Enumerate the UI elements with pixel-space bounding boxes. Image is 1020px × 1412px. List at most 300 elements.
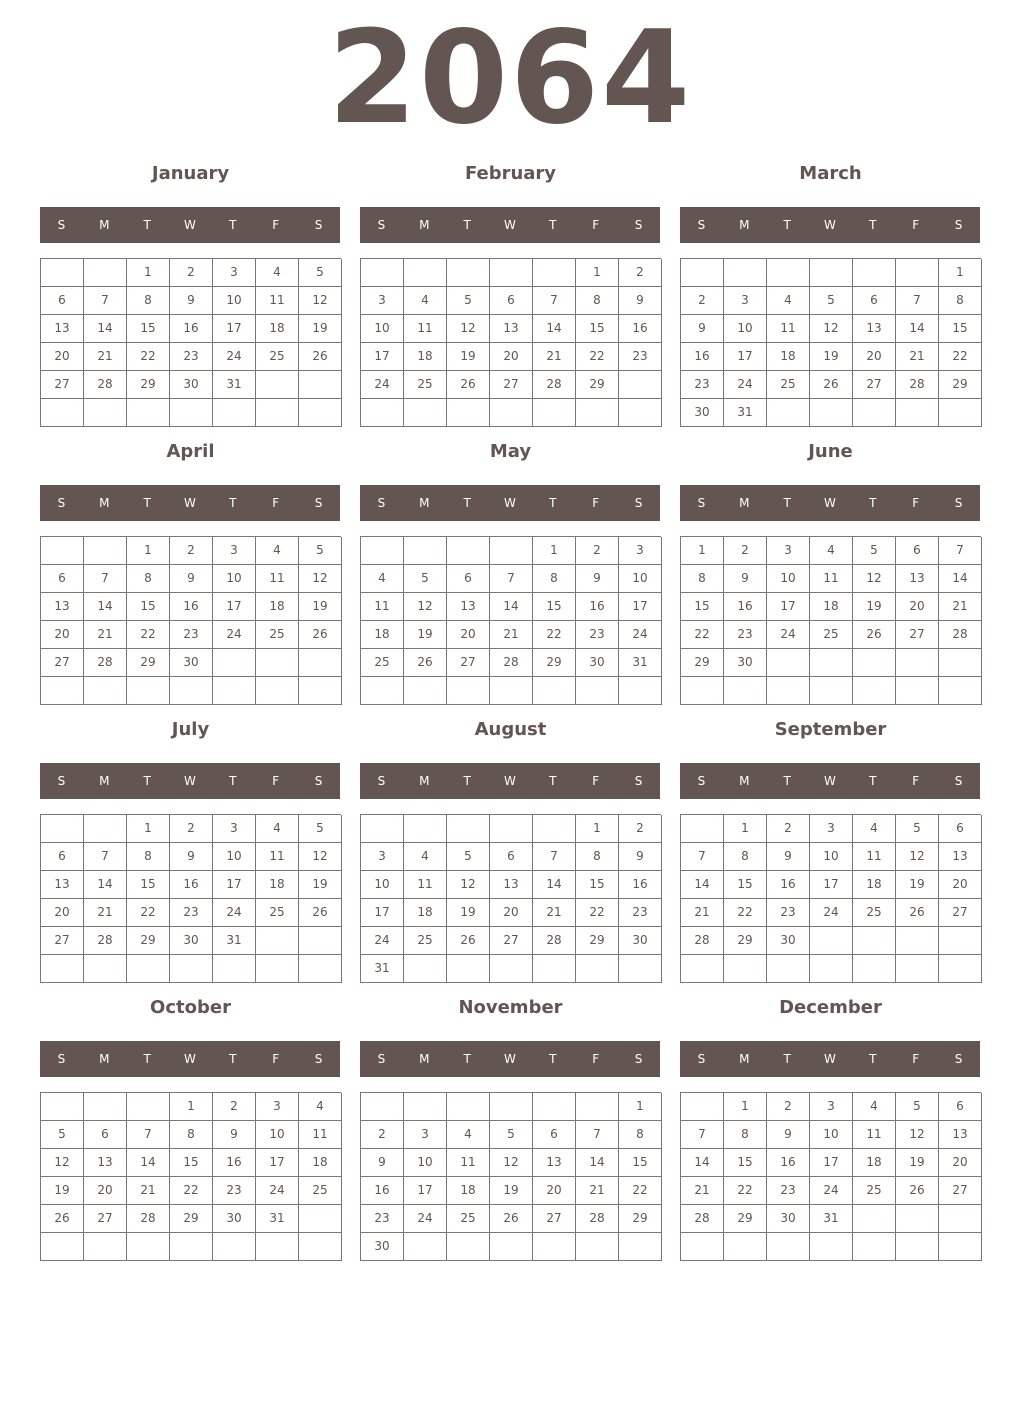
empty-day-cell <box>533 815 576 843</box>
empty-day-cell <box>127 399 170 427</box>
weekday-label: S <box>314 1052 323 1066</box>
day-cell: 31 <box>619 649 662 677</box>
day-cell: 24 <box>361 927 404 955</box>
empty-day-cell <box>404 1233 447 1261</box>
weekday-label: S <box>634 774 643 788</box>
day-cell: 30 <box>213 1205 256 1233</box>
empty-day-cell <box>576 1093 619 1121</box>
day-cell: 2 <box>213 1093 256 1121</box>
weekday-label: T <box>143 218 151 232</box>
weekday-label: M <box>739 1052 750 1066</box>
day-cell: 1 <box>939 259 982 287</box>
day-cell: 22 <box>127 621 170 649</box>
weekday-label: S <box>634 1052 643 1066</box>
empty-day-cell <box>681 815 724 843</box>
empty-day-cell <box>939 677 982 705</box>
weekday-header <box>40 207 340 243</box>
day-cell: 3 <box>810 815 853 843</box>
day-grid <box>680 536 981 705</box>
empty-day-cell <box>576 1233 619 1261</box>
day-cell: 3 <box>256 1093 299 1121</box>
day-cell: 7 <box>681 1121 724 1149</box>
weekday-label: S <box>314 496 323 510</box>
day-cell: 5 <box>41 1121 84 1149</box>
month-name: August <box>474 719 547 740</box>
day-cell: 16 <box>767 1149 810 1177</box>
day-cell: 7 <box>533 843 576 871</box>
day-cell: 27 <box>533 1205 576 1233</box>
weekday-label: W <box>184 218 196 232</box>
day-cell: 19 <box>810 343 853 371</box>
day-cell: 22 <box>576 343 619 371</box>
day-cell: 20 <box>41 621 84 649</box>
day-cell: 11 <box>256 565 299 593</box>
day-cell: 8 <box>533 565 576 593</box>
day-cell: 8 <box>170 1121 213 1149</box>
day-cell: 4 <box>810 537 853 565</box>
day-cell: 3 <box>810 1093 853 1121</box>
day-cell: 12 <box>299 287 342 315</box>
weekday-label: F <box>272 774 280 788</box>
day-cell: 8 <box>576 843 619 871</box>
empty-day-cell <box>84 1233 127 1261</box>
empty-day-cell <box>810 927 853 955</box>
day-cell: 13 <box>939 1121 982 1149</box>
weekday-label: T <box>549 496 557 510</box>
empty-day-cell <box>41 1233 84 1261</box>
day-cell: 26 <box>896 1177 939 1205</box>
day-cell: 17 <box>810 1149 853 1177</box>
day-cell: 15 <box>533 593 576 621</box>
day-cell: 23 <box>619 899 662 927</box>
day-cell: 18 <box>810 593 853 621</box>
day-cell: 30 <box>576 649 619 677</box>
day-cell: 3 <box>361 287 404 315</box>
empty-day-cell <box>299 1205 342 1233</box>
day-cell: 6 <box>447 565 490 593</box>
day-cell: 31 <box>724 399 767 427</box>
day-cell: 21 <box>84 343 127 371</box>
day-cell: 15 <box>576 315 619 343</box>
day-cell: 18 <box>299 1149 342 1177</box>
empty-day-cell <box>170 677 213 705</box>
empty-day-cell <box>127 1233 170 1261</box>
day-cell: 16 <box>361 1177 404 1205</box>
weekday-label: W <box>824 1052 836 1066</box>
day-cell: 27 <box>41 371 84 399</box>
day-cell: 5 <box>299 537 342 565</box>
day-cell: 10 <box>767 565 810 593</box>
day-cell: 3 <box>361 843 404 871</box>
day-cell: 31 <box>810 1205 853 1233</box>
day-cell: 19 <box>896 871 939 899</box>
day-grid <box>360 536 661 705</box>
day-cell: 18 <box>447 1177 490 1205</box>
weekday-header <box>40 1041 340 1077</box>
empty-day-cell <box>256 1233 299 1261</box>
weekday-label: S <box>954 218 963 232</box>
empty-day-cell <box>767 649 810 677</box>
day-cell: 5 <box>299 259 342 287</box>
empty-day-cell <box>490 955 533 983</box>
empty-day-cell <box>127 1093 170 1121</box>
day-cell: 26 <box>299 621 342 649</box>
day-cell: 9 <box>170 843 213 871</box>
day-cell: 10 <box>619 565 662 593</box>
weekday-label: S <box>697 1052 706 1066</box>
weekday-label: M <box>99 218 110 232</box>
weekday-label: W <box>184 1052 196 1066</box>
day-cell: 5 <box>299 815 342 843</box>
empty-day-cell <box>533 399 576 427</box>
day-cell: 15 <box>170 1149 213 1177</box>
empty-day-cell <box>361 1093 404 1121</box>
day-cell: 9 <box>361 1149 404 1177</box>
day-cell: 18 <box>256 871 299 899</box>
day-cell: 29 <box>681 649 724 677</box>
empty-day-cell <box>767 399 810 427</box>
day-cell: 11 <box>853 1121 896 1149</box>
empty-day-cell <box>299 399 342 427</box>
day-cell: 12 <box>896 843 939 871</box>
day-cell: 13 <box>490 871 533 899</box>
empty-day-cell <box>361 677 404 705</box>
day-cell: 31 <box>361 955 404 983</box>
empty-day-cell <box>256 677 299 705</box>
day-cell: 22 <box>127 343 170 371</box>
empty-day-cell <box>170 955 213 983</box>
day-cell: 11 <box>256 287 299 315</box>
day-cell: 11 <box>299 1121 342 1149</box>
day-cell: 26 <box>896 899 939 927</box>
month-name: December <box>779 997 882 1018</box>
day-cell: 21 <box>127 1177 170 1205</box>
day-cell: 31 <box>213 927 256 955</box>
day-cell: 27 <box>939 899 982 927</box>
day-cell: 22 <box>127 899 170 927</box>
day-cell: 14 <box>490 593 533 621</box>
weekday-label: F <box>912 496 920 510</box>
day-cell: 8 <box>619 1121 662 1149</box>
day-cell: 6 <box>853 287 896 315</box>
day-cell: 25 <box>256 621 299 649</box>
weekday-header <box>40 763 340 799</box>
day-cell: 6 <box>533 1121 576 1149</box>
weekday-label: W <box>504 496 516 510</box>
day-cell: 7 <box>681 843 724 871</box>
day-cell: 3 <box>404 1121 447 1149</box>
day-cell: 4 <box>256 537 299 565</box>
day-cell: 10 <box>724 315 767 343</box>
day-cell: 11 <box>767 315 810 343</box>
empty-day-cell <box>41 259 84 287</box>
day-cell: 28 <box>490 649 533 677</box>
day-cell: 24 <box>361 371 404 399</box>
empty-day-cell <box>896 1233 939 1261</box>
day-cell: 20 <box>939 871 982 899</box>
day-cell: 13 <box>84 1149 127 1177</box>
weekday-label: W <box>184 774 196 788</box>
empty-day-cell <box>619 1233 662 1261</box>
day-cell: 30 <box>170 371 213 399</box>
empty-day-cell <box>767 955 810 983</box>
day-cell: 18 <box>404 343 447 371</box>
day-cell: 22 <box>170 1177 213 1205</box>
day-cell: 25 <box>810 621 853 649</box>
day-cell: 29 <box>939 371 982 399</box>
weekday-label: S <box>697 774 706 788</box>
empty-day-cell <box>404 399 447 427</box>
empty-day-cell <box>533 955 576 983</box>
empty-day-cell <box>619 955 662 983</box>
day-cell: 4 <box>853 815 896 843</box>
day-cell: 14 <box>896 315 939 343</box>
day-cell: 19 <box>41 1177 84 1205</box>
day-cell: 16 <box>170 315 213 343</box>
day-cell: 8 <box>724 1121 767 1149</box>
day-cell: 2 <box>724 537 767 565</box>
empty-day-cell <box>447 537 490 565</box>
day-cell: 13 <box>896 565 939 593</box>
day-cell: 3 <box>767 537 810 565</box>
day-grid <box>680 814 981 983</box>
day-cell: 9 <box>619 843 662 871</box>
empty-day-cell <box>213 649 256 677</box>
day-cell: 27 <box>490 927 533 955</box>
day-cell: 25 <box>256 343 299 371</box>
day-cell: 19 <box>447 899 490 927</box>
weekday-label: T <box>463 1052 471 1066</box>
day-cell: 17 <box>361 343 404 371</box>
day-cell: 27 <box>490 371 533 399</box>
empty-day-cell <box>767 259 810 287</box>
day-cell: 9 <box>170 287 213 315</box>
day-cell: 16 <box>170 871 213 899</box>
empty-day-cell <box>681 1233 724 1261</box>
day-cell: 13 <box>447 593 490 621</box>
weekday-header <box>360 1041 660 1077</box>
day-cell: 27 <box>41 927 84 955</box>
day-cell: 10 <box>361 871 404 899</box>
month-name: February <box>464 163 557 184</box>
empty-day-cell <box>84 815 127 843</box>
month-name: March <box>799 163 862 184</box>
empty-day-cell <box>939 399 982 427</box>
day-cell: 24 <box>810 899 853 927</box>
day-cell: 21 <box>681 1177 724 1205</box>
weekday-label: F <box>272 218 280 232</box>
weekday-label: S <box>954 496 963 510</box>
day-cell: 23 <box>361 1205 404 1233</box>
day-cell: 19 <box>853 593 896 621</box>
empty-day-cell <box>404 1093 447 1121</box>
empty-day-cell <box>533 259 576 287</box>
day-cell: 7 <box>84 843 127 871</box>
empty-day-cell <box>404 259 447 287</box>
weekday-header <box>680 763 980 799</box>
day-cell: 4 <box>361 565 404 593</box>
weekday-label: T <box>143 496 151 510</box>
empty-day-cell <box>213 1233 256 1261</box>
empty-day-cell <box>681 259 724 287</box>
day-cell: 6 <box>84 1121 127 1149</box>
empty-day-cell <box>256 371 299 399</box>
weekday-label: M <box>419 218 430 232</box>
weekday-label: W <box>504 1052 516 1066</box>
empty-day-cell <box>299 677 342 705</box>
empty-day-cell <box>939 955 982 983</box>
day-cell: 9 <box>576 565 619 593</box>
day-cell: 2 <box>767 815 810 843</box>
weekday-header <box>680 485 980 521</box>
day-cell: 13 <box>41 315 84 343</box>
day-cell: 15 <box>127 315 170 343</box>
day-cell: 26 <box>299 899 342 927</box>
day-cell: 2 <box>681 287 724 315</box>
weekday-label: T <box>869 496 877 510</box>
day-cell: 23 <box>619 343 662 371</box>
weekday-label: T <box>229 496 237 510</box>
day-cell: 3 <box>213 815 256 843</box>
day-cell: 21 <box>896 343 939 371</box>
day-cell: 6 <box>490 843 533 871</box>
day-cell: 12 <box>490 1149 533 1177</box>
weekday-label: T <box>783 218 791 232</box>
day-cell: 3 <box>724 287 767 315</box>
day-cell: 24 <box>213 343 256 371</box>
day-cell: 18 <box>853 871 896 899</box>
day-cell: 12 <box>896 1121 939 1149</box>
day-cell: 22 <box>533 621 576 649</box>
weekday-label: W <box>504 774 516 788</box>
day-cell: 16 <box>724 593 767 621</box>
day-cell: 21 <box>490 621 533 649</box>
empty-day-cell <box>896 1205 939 1233</box>
day-cell: 15 <box>724 1149 767 1177</box>
day-cell: 18 <box>767 343 810 371</box>
empty-day-cell <box>896 649 939 677</box>
weekday-label: M <box>419 496 430 510</box>
day-cell: 2 <box>619 259 662 287</box>
day-cell: 4 <box>767 287 810 315</box>
weekday-label: F <box>272 1052 280 1066</box>
day-cell: 28 <box>84 927 127 955</box>
empty-day-cell <box>361 537 404 565</box>
day-cell: 1 <box>127 537 170 565</box>
day-cell: 14 <box>533 315 576 343</box>
weekday-label: T <box>783 496 791 510</box>
day-cell: 1 <box>724 1093 767 1121</box>
empty-day-cell <box>41 1093 84 1121</box>
day-cell: 29 <box>576 927 619 955</box>
day-cell: 12 <box>447 871 490 899</box>
empty-day-cell <box>767 1233 810 1261</box>
empty-day-cell <box>724 1233 767 1261</box>
day-cell: 2 <box>619 815 662 843</box>
weekday-label: S <box>697 496 706 510</box>
weekday-label: M <box>739 218 750 232</box>
empty-day-cell <box>447 1233 490 1261</box>
day-cell: 19 <box>447 343 490 371</box>
weekday-label: T <box>549 218 557 232</box>
empty-day-cell <box>896 259 939 287</box>
day-cell: 20 <box>490 899 533 927</box>
weekday-label: S <box>377 496 386 510</box>
weekday-label: W <box>824 218 836 232</box>
day-cell: 24 <box>810 1177 853 1205</box>
empty-day-cell <box>404 815 447 843</box>
day-cell: 26 <box>299 343 342 371</box>
day-cell: 29 <box>170 1205 213 1233</box>
day-cell: 23 <box>681 371 724 399</box>
empty-day-cell <box>853 399 896 427</box>
weekday-label: T <box>229 774 237 788</box>
day-cell: 12 <box>299 843 342 871</box>
day-cell: 24 <box>724 371 767 399</box>
day-cell: 4 <box>404 287 447 315</box>
weekday-label: T <box>229 1052 237 1066</box>
day-cell: 2 <box>576 537 619 565</box>
day-cell: 6 <box>939 815 982 843</box>
weekday-label: F <box>592 496 600 510</box>
day-cell: 22 <box>939 343 982 371</box>
day-cell: 28 <box>533 927 576 955</box>
day-cell: 14 <box>681 1149 724 1177</box>
day-cell: 2 <box>170 259 213 287</box>
day-cell: 12 <box>447 315 490 343</box>
empty-day-cell <box>853 677 896 705</box>
empty-day-cell <box>724 677 767 705</box>
day-cell: 30 <box>619 927 662 955</box>
day-cell: 19 <box>490 1177 533 1205</box>
day-cell: 30 <box>767 927 810 955</box>
weekday-label: T <box>869 218 877 232</box>
empty-day-cell <box>404 537 447 565</box>
day-cell: 17 <box>256 1149 299 1177</box>
month-name: May <box>489 441 532 462</box>
day-cell: 18 <box>256 593 299 621</box>
weekday-label: S <box>57 1052 66 1066</box>
day-cell: 1 <box>127 259 170 287</box>
empty-day-cell <box>853 1205 896 1233</box>
empty-day-cell <box>853 1233 896 1261</box>
day-cell: 17 <box>404 1177 447 1205</box>
day-cell: 30 <box>170 927 213 955</box>
empty-day-cell <box>724 955 767 983</box>
day-cell: 1 <box>619 1093 662 1121</box>
day-cell: 25 <box>853 899 896 927</box>
day-cell: 17 <box>767 593 810 621</box>
empty-day-cell <box>299 649 342 677</box>
day-cell: 1 <box>576 815 619 843</box>
day-cell: 28 <box>576 1205 619 1233</box>
weekday-label: S <box>314 218 323 232</box>
weekday-label: M <box>739 496 750 510</box>
day-cell: 19 <box>299 593 342 621</box>
day-cell: 3 <box>213 259 256 287</box>
empty-day-cell <box>681 1093 724 1121</box>
day-cell: 9 <box>767 1121 810 1149</box>
day-cell: 21 <box>939 593 982 621</box>
weekday-label: W <box>504 218 516 232</box>
weekday-label: F <box>592 774 600 788</box>
day-cell: 19 <box>299 871 342 899</box>
day-cell: 26 <box>447 927 490 955</box>
day-grid <box>40 1092 341 1261</box>
day-cell: 3 <box>619 537 662 565</box>
day-cell: 29 <box>533 649 576 677</box>
empty-day-cell <box>490 537 533 565</box>
